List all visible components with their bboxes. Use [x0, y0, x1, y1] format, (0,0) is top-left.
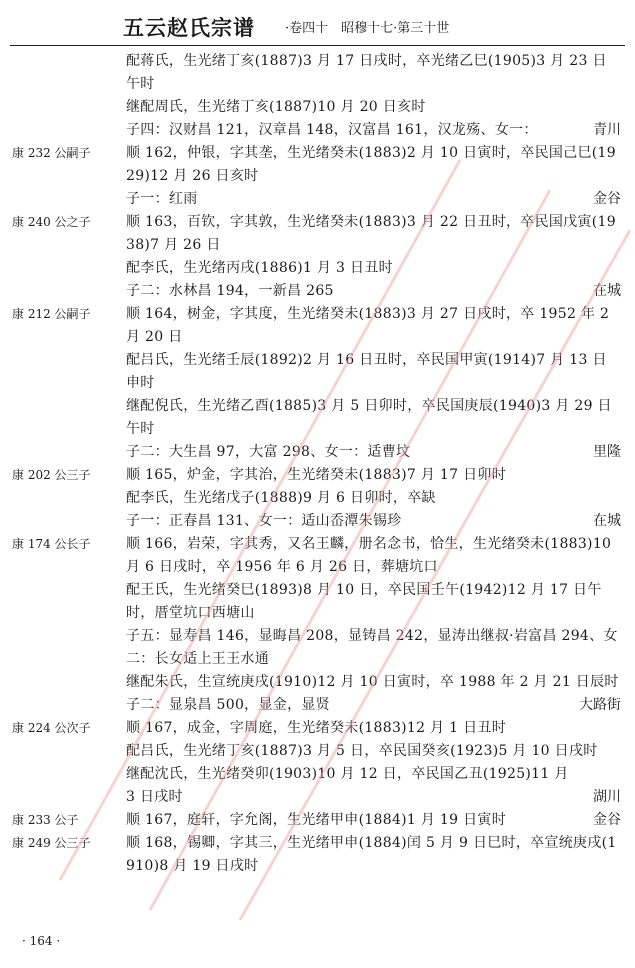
entry-text: 配王氏，生光绪癸巳(1893)8 月 10 日，卒民国壬午(1942)12 月 17 日午时，厝堂坑口西塘山 — [126, 582, 602, 621]
lineage-label: 康 232 公嗣子 — [12, 146, 91, 160]
entry-text: 顺 166，岩荣，字其秀，又名王麟，册名念书，恰生，生光绪癸未(1883)10 月 6 日戌时，卒 1956 年 6 月 26 日，葬塘坑口 — [126, 536, 612, 575]
lineage-label: 康 174 公长子 — [12, 537, 91, 551]
genealogy-entry — [0, 303, 635, 349]
genealogy-entry — [0, 119, 635, 142]
entry-text: 继配倪氏，生光绪乙酉(1885)3 月 5 日卯时，卒民国庚辰(1940)3 月 29 日午时 — [126, 398, 612, 437]
entry-text: 子二：大生昌 97，大富 298、女一：适曹坟 — [126, 444, 411, 460]
residence-label: 里隆 — [589, 441, 621, 464]
entry-text: 子四：汉财昌 121，汉章昌 148，汉富昌 161，汉龙殇、女一： — [126, 122, 538, 138]
residence-label: 在城 — [589, 280, 621, 303]
residence-label: 金谷 — [589, 188, 621, 211]
entry-text: 继配周氏，生光绪丁亥(1887)10 月 20 日亥时 — [126, 99, 426, 115]
entry-text: 子二：显泉昌 500，显金，显贤 — [126, 697, 330, 713]
genealogy-entry — [0, 579, 635, 625]
page-number: · 164 · — [22, 934, 61, 948]
lineage-label: 康 202 公三子 — [12, 468, 91, 482]
genealogy-entry — [0, 50, 635, 96]
entry-text: 配吕氏，生光绪壬辰(1892)2 月 16 日丑时，卒民国甲寅(1914)7 月 13 日申时 — [126, 352, 607, 391]
entry-text: 子一：正春昌 131、女一：适山岙潭朱锡珍 — [126, 513, 402, 529]
genealogy-entry — [0, 625, 635, 671]
genealogy-entry — [0, 188, 635, 211]
lineage-label: 康 249 公三子 — [12, 836, 91, 850]
genealogy-entry — [0, 533, 635, 579]
residence-label: 大路街 — [575, 694, 621, 717]
entry-text: 顺 165，炉金，字其治，生光绪癸未(1883)7 月 17 日卯时 — [126, 467, 506, 483]
residence-label: 湖川 — [589, 786, 621, 809]
entry-text: 配李氏，生光绪戊子(1888)9 月 6 日卯时，卒缺 — [126, 490, 436, 506]
residence-label: 青川 — [589, 119, 621, 142]
genealogy-body — [0, 50, 635, 878]
entry-text: 顺 167，成金，字周庭，生光绪癸未(1883)12 月 1 日丑时 — [126, 720, 506, 736]
lineage-label: 康 233 公子 — [12, 813, 79, 827]
entry-text: 顺 162，仲银，字其垄，生光绪癸未(1883)2 月 10 日寅时，卒民国己巳(1929)12 月 26 日亥时 — [126, 145, 616, 184]
genealogy-entry — [0, 464, 635, 487]
residence-label: 金谷 — [589, 809, 621, 832]
genealogy-entry — [0, 257, 635, 280]
residence-label: 在城 — [589, 510, 621, 533]
entry-text: 配吕氏，生光绪丁亥(1887)3 月 5 日，卒民国癸亥(1923)5 月 10 日戌时 — [126, 743, 598, 759]
genealogy-entry — [0, 717, 635, 740]
genealogy-entry — [0, 763, 635, 809]
lineage-label: 康 240 公之子 — [12, 215, 91, 229]
lineage-label: 康 212 公嗣子 — [12, 307, 91, 321]
genealogy-entry — [0, 510, 635, 533]
genealogy-entry — [0, 832, 635, 878]
book-title: 五云赵氏宗谱 — [123, 15, 255, 40]
volume-subtitle: ·卷四十 昭穆十七·第三十世 — [285, 21, 450, 36]
genealogy-entry — [0, 487, 635, 510]
entry-text: 顺 164，树金，字其度，生光绪癸未(1883)3 月 27 日戌时，卒 1952 年 2 月 20 日 — [126, 306, 610, 345]
lineage-label: 康 224 公次子 — [12, 721, 91, 735]
page-header — [0, 6, 635, 40]
entry-text: 顺 168，锡卿，字其三，生光绪甲申(1884)闰 5 月 9 日巳时，卒宣统庚戌(1910)8 月 19 日戌时 — [126, 835, 617, 874]
genealogy-entry — [0, 395, 635, 441]
entry-text: 子二：水林昌 194，一新昌 265 — [126, 283, 334, 299]
genealogy-entry — [0, 671, 635, 694]
entry-text: 继配沈氏，生光绪癸卯(1903)10 月 12 日，卒民国乙丑(1925)11 月 3 日戌时 — [126, 766, 569, 805]
genealogy-entry — [0, 441, 635, 464]
entry-text: 顺 167，庭轩，字允阁，生光绪甲申(1884)1 月 19 日寅时 — [126, 812, 506, 828]
entry-text: 继配朱氏，生宣统庚戌(1910)12 月 10 日寅时，卒 1988 年 2 月 21 日辰时 — [126, 674, 619, 690]
genealogy-entry — [0, 694, 635, 717]
entry-text: 子五：显寿昌 146，显晦昌 208，显铸昌 242，显涛出继叔·岩富昌 294、女二：长女适上王王水通 — [126, 628, 618, 667]
header-divider — [10, 45, 625, 46]
genealogy-entry — [0, 740, 635, 763]
genealogy-entry — [0, 142, 635, 188]
genealogy-entry — [0, 349, 635, 395]
genealogy-entry — [0, 211, 635, 257]
entry-text: 顺 163，百钦，字其敦，生光绪癸未(1883)3 月 22 日丑时，卒民国戊寅(1938)7 月 26 日 — [126, 214, 616, 253]
entry-text: 配李氏，生光绪丙戌(1886)1 月 3 日丑时 — [126, 260, 393, 276]
genealogy-entry — [0, 809, 635, 832]
entry-text: 配蒋氏，生光绪丁亥(1887)3 月 17 日戌时，卒光绪乙巳(1905)3 月 23 日午时 — [126, 53, 607, 92]
entry-text: 子一：红雨 — [126, 191, 198, 207]
genealogy-entry — [0, 280, 635, 303]
genealogy-entry — [0, 96, 635, 119]
